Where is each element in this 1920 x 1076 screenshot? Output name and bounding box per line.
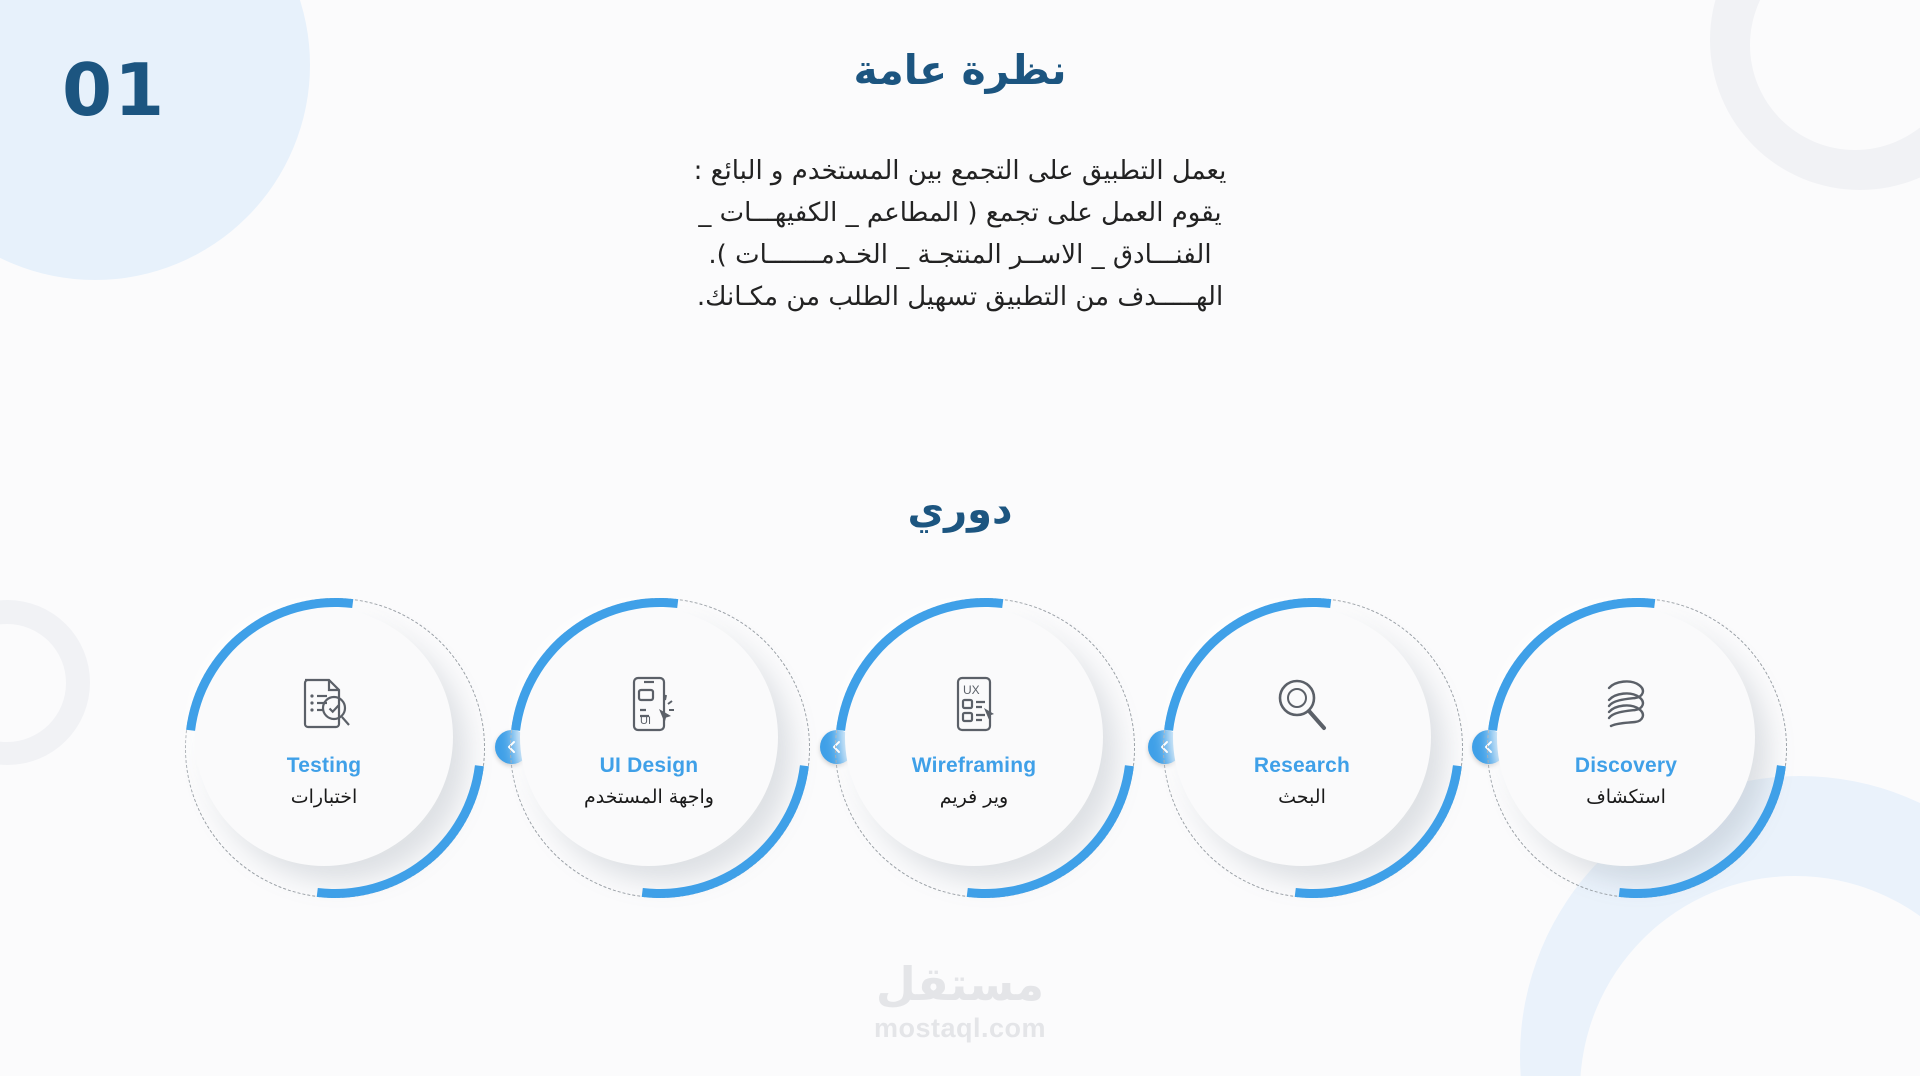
overview-title: نظرة عامة bbox=[853, 46, 1067, 94]
cycle-node-ui-design[interactable] bbox=[510, 598, 810, 898]
cycle-node-wireframing[interactable] bbox=[835, 598, 1135, 898]
node-subtitle: استكشاف bbox=[1586, 786, 1666, 808]
svg-text:UX: UX bbox=[963, 683, 980, 697]
document-check-magnifier-icon bbox=[285, 666, 363, 744]
phone-ux-wireframe-icon bbox=[935, 666, 1013, 744]
overview-line-2: يقوم العمل على تجمع ( المطاعم _ الكفيهـــات _ bbox=[698, 198, 1222, 229]
overview-line-1: يعمل التطبيق على التجمع بين المستخدم و البائع : bbox=[693, 156, 1227, 186]
magnifier-search-icon bbox=[1263, 666, 1341, 744]
node-title: Discovery bbox=[1574, 754, 1678, 777]
node-title: Wireframing bbox=[911, 754, 1037, 777]
node-subtitle: اختبارات bbox=[290, 786, 358, 808]
node-title: Testing bbox=[286, 754, 362, 777]
spiral-lines-icon bbox=[1587, 666, 1665, 744]
cycle-node-discovery[interactable] bbox=[1487, 598, 1787, 898]
decor-blue-blob bbox=[0, 0, 310, 280]
watermark-latin: mostaql.com bbox=[873, 1013, 1047, 1043]
overview-line-3: الفنـــادق _ الاســر المنتجـة _ الخـدمـــــــات ). bbox=[708, 240, 1212, 271]
phone-ui-cursor-icon bbox=[610, 666, 688, 744]
node-subtitle: البحث bbox=[1278, 786, 1326, 808]
node-title: Research bbox=[1253, 754, 1351, 777]
cycle-row bbox=[0, 598, 1920, 928]
svg-text:UI: UI bbox=[640, 715, 651, 727]
node-title: UI Design bbox=[599, 754, 699, 777]
node-subtitle: واجهة المستخدم bbox=[584, 786, 714, 808]
slide-number: 01 bbox=[62, 48, 167, 132]
overview-paragraph bbox=[560, 150, 1360, 318]
cycle-node-research[interactable] bbox=[1163, 598, 1463, 898]
cycle-title: دوري bbox=[907, 487, 1013, 533]
watermark bbox=[0, 957, 1920, 1044]
cycle-node-testing[interactable] bbox=[185, 598, 485, 898]
node-subtitle: وير فريم bbox=[939, 786, 1009, 808]
watermark-arabic: مستقل bbox=[875, 957, 1045, 1011]
overview-line-4: الهـــــدف من التطبيق تسهيل الطلب من مكـانك. bbox=[696, 282, 1224, 313]
